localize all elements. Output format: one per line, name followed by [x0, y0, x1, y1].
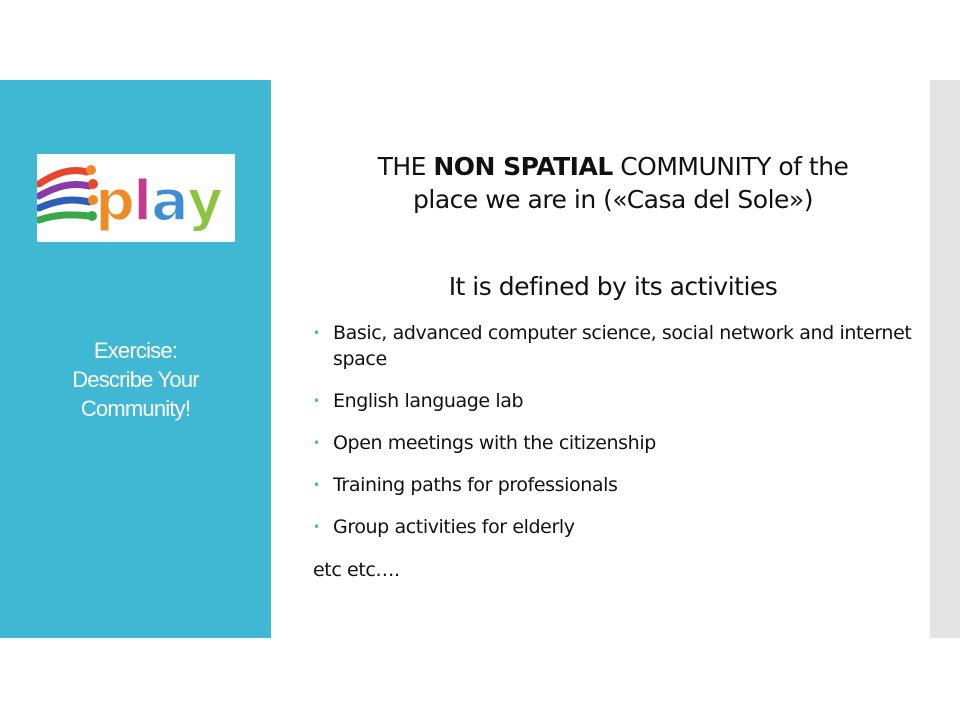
- svg-text:p: p: [95, 169, 136, 234]
- slide-heading: [313, 150, 913, 216]
- exercise-title-line1: Exercise:: [93, 338, 178, 363]
- list-item: [313, 514, 913, 540]
- heading-line1-rest: COMMUNITY of the: [612, 152, 849, 181]
- svg-text:l: l: [133, 169, 153, 234]
- list-item: [313, 320, 913, 372]
- slide-subheading: It is defined by its activities: [448, 272, 778, 301]
- exercise-title: [0, 336, 271, 423]
- svg-text:a: a: [151, 169, 189, 234]
- activity-list: [313, 320, 913, 556]
- footer-text: etc etc….: [313, 559, 400, 581]
- list-item-text: Open meetings with the citizenship: [333, 432, 656, 454]
- sidebar-panel: [0, 80, 271, 638]
- exercise-title-line3: Community!: [80, 396, 191, 421]
- heading-line2: place we are in («Casa del Sole»): [413, 185, 813, 214]
- right-side-strip: [930, 80, 960, 638]
- list-item: [313, 430, 913, 456]
- heading-bold: NON SPATIAL: [433, 152, 613, 181]
- list-item: [313, 388, 913, 414]
- play-logo-icon: [37, 154, 235, 242]
- bullet-dot-icon: •: [313, 520, 320, 534]
- list-item-text: English language lab: [333, 390, 524, 412]
- play-logo-graphic: [37, 154, 235, 242]
- list-item-text: Training paths for professionals: [333, 474, 618, 496]
- exercise-title-line2: Describe Your: [72, 367, 199, 392]
- list-item-text: Basic, advanced computer science, social network and internet space: [333, 322, 912, 370]
- svg-text:y: y: [187, 169, 224, 234]
- heading-line1: [313, 150, 913, 183]
- list-item-text: Group activities for elderly: [333, 516, 575, 538]
- bullet-dot-icon: •: [313, 478, 320, 492]
- heading-prefix: THE: [377, 152, 434, 181]
- list-item: [313, 472, 913, 498]
- bullet-dot-icon: •: [313, 394, 320, 408]
- bullet-dot-icon: •: [313, 436, 320, 450]
- bullet-dot-icon: •: [313, 326, 320, 340]
